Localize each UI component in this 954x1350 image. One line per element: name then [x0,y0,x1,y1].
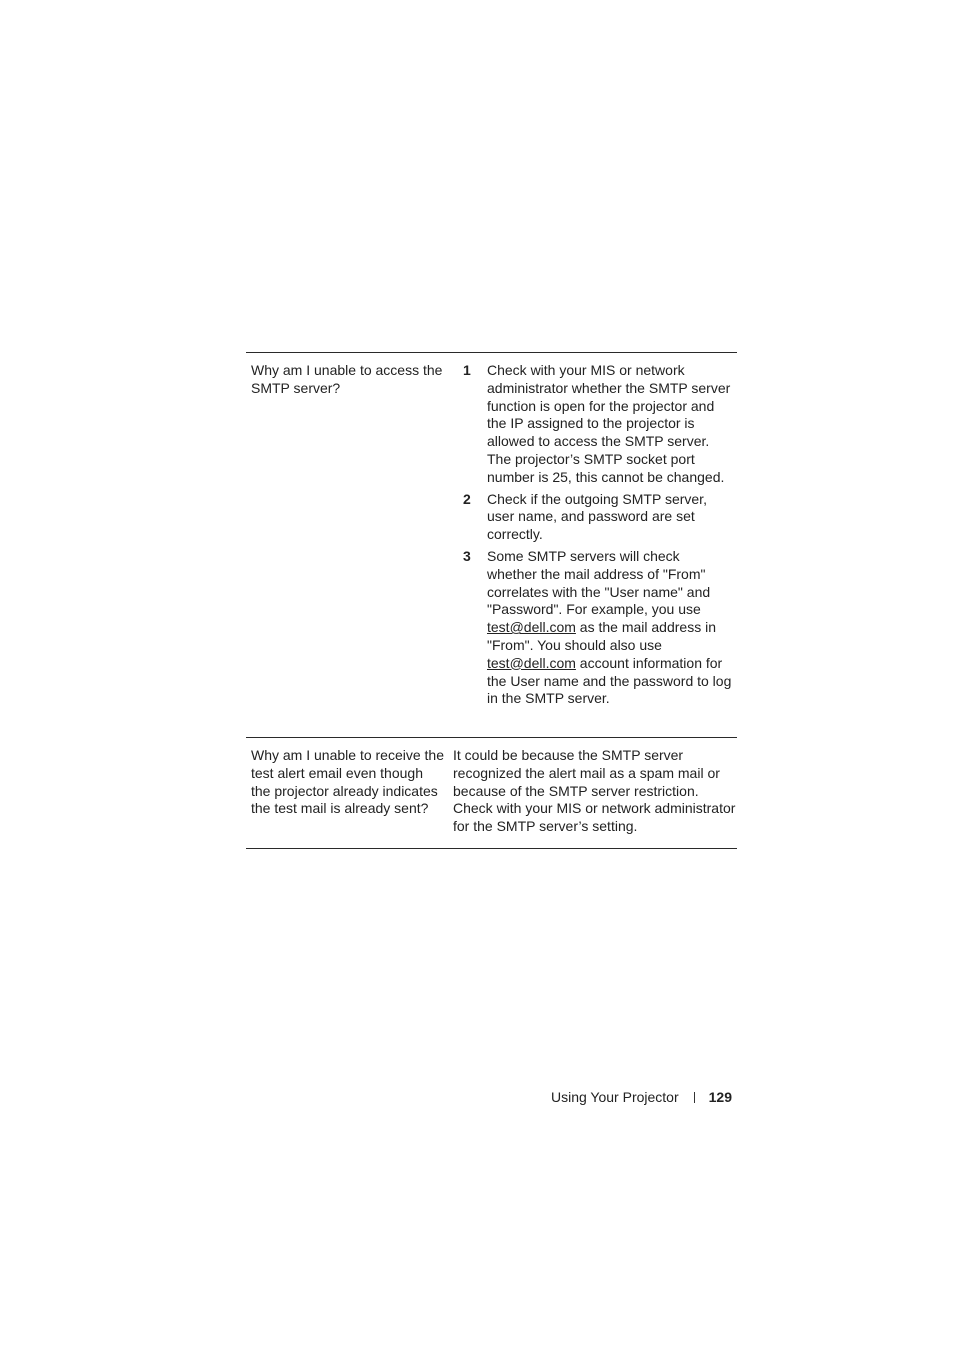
answer-step-2 [445,491,737,544]
step-text-part: account information for the User name and the password to log in the SMTP server. [487,654,732,707]
step-text-part: Some SMTP servers will check whether the mail address of "From" correlates with the "User name" and "Password". For example, you use [487,547,711,618]
answer-cell [445,353,737,737]
step-text [487,548,737,708]
table-bottom-rule [246,848,737,849]
answer-cell: It could be because the SMTP server recognized the alert mail as a spam mail or because of the SMTP server restriction. Check with your MIS or network administrator for the SMTP server’s setting. [453,747,736,835]
step-number: 1 [463,362,471,378]
step-text: Check if the outgoing SMTP server, user name, and password are set correctly. [487,490,707,543]
faq-table [246,352,737,849]
step-number: 2 [463,490,471,507]
page-number: 129 [708,1089,732,1105]
step-text-part: as the mail address in "From". You should also use [487,619,716,653]
question-cell: Why am I unable to access the SMTP server? [251,362,443,396]
page-footer [551,1088,732,1106]
step-text: Check with your MIS or network administrator whether the SMTP server function is open for the projector and the IP assigned to the projector is allowed to access the SMTP server. The projector’s SMTP socket port number is 25, this cannot be changed. [487,362,731,485]
answer-step-1 [445,362,737,487]
table-row [246,353,737,737]
email-link[interactable]: test@dell.com [487,619,576,636]
step-number: 3 [463,547,471,564]
email-link[interactable]: test@dell.com [487,654,576,671]
footer-divider [694,1092,695,1103]
question-cell: Why am I unable to receive the test alert email even though the projector already indicates the test mail is already sent? [251,747,444,817]
answer-step-3 [445,548,737,708]
footer-section-title: Using Your Projector [551,1089,679,1105]
table-row [246,738,737,848]
